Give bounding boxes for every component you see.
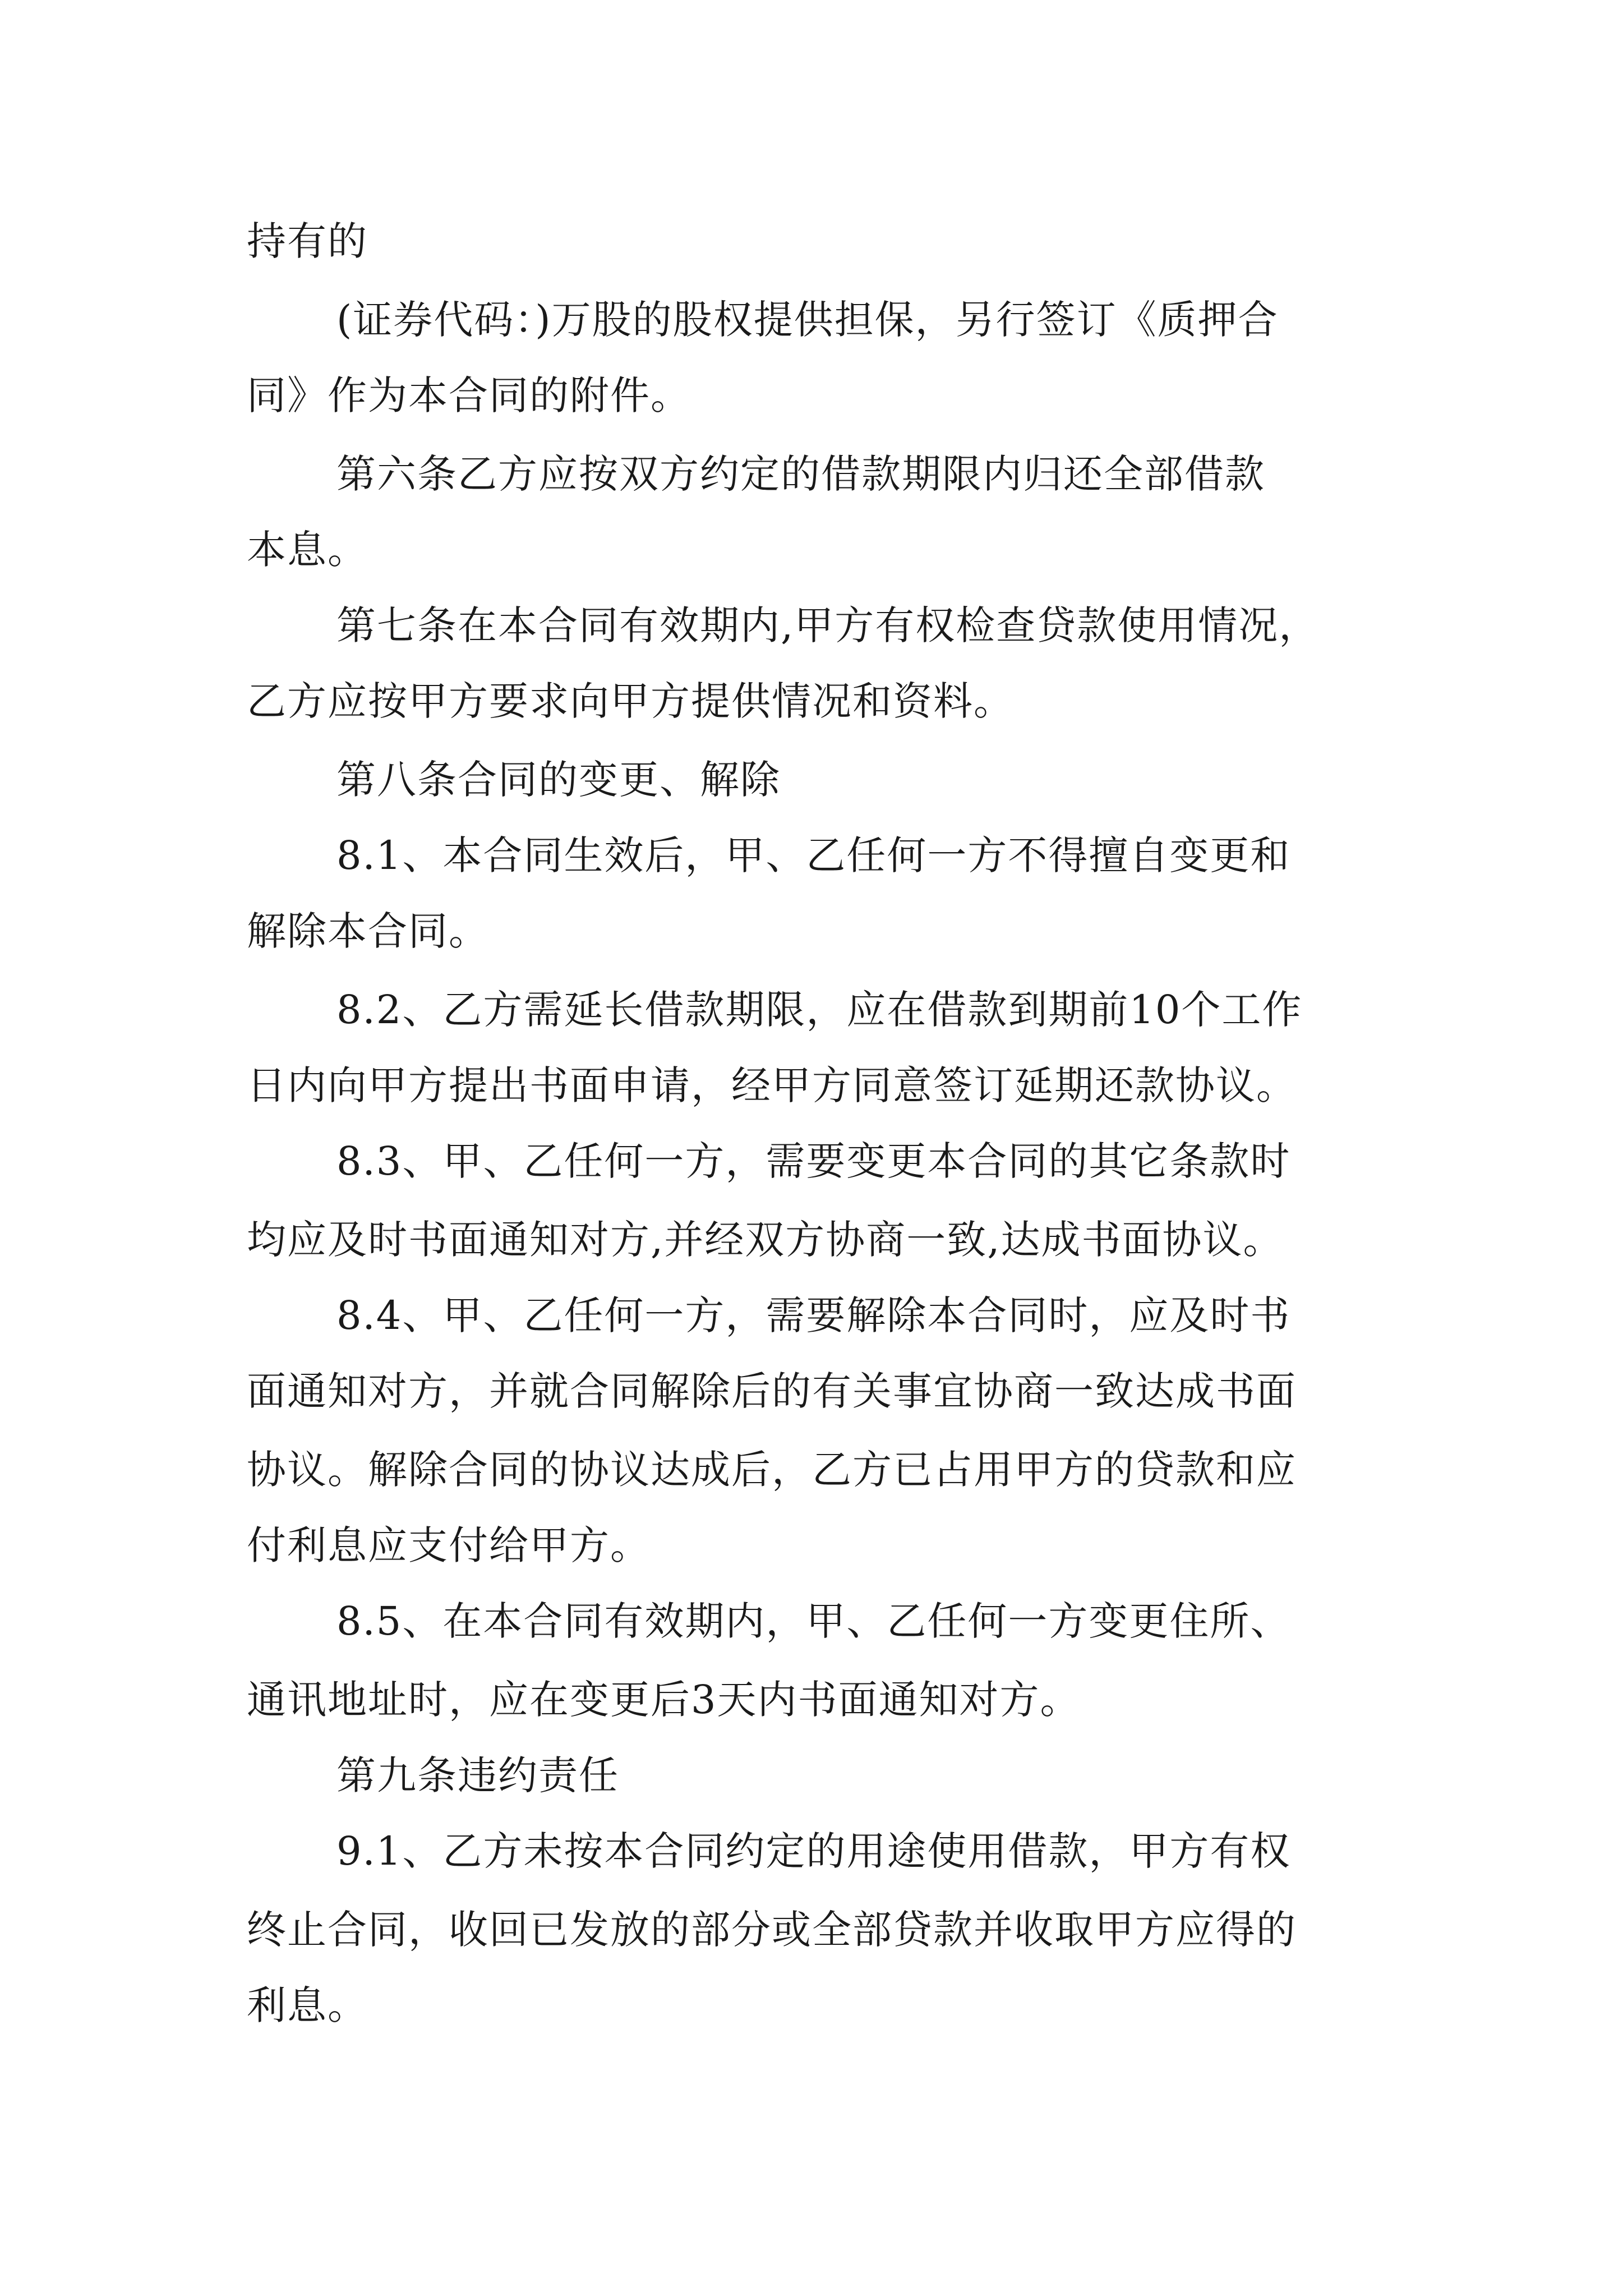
- text-line: 9.1、乙方未按本合同约定的用途使用借款，甲方有权: [336, 1828, 1291, 1874]
- text-line: 面通知对方，并就合同解除后的有关事宜协商一致达成书面: [247, 1368, 1297, 1414]
- text-line: 第七条在本合同有效期内,甲方有权检查贷款使用情况，: [336, 602, 1320, 648]
- text-line: 第八条合同的变更、解除: [336, 757, 781, 803]
- text-line: 均应及时书面通知对方,并经双方协商一致,达成书面协议。: [247, 1217, 1284, 1263]
- text-line: 乙方应按甲方要求向甲方提供情况和资料。: [247, 678, 1014, 724]
- text-line: 第六条乙方应按双方约定的借款期限内归还全部借款: [336, 451, 1265, 497]
- text-line: 本息。: [247, 527, 368, 573]
- text-line: 第九条违约责任: [336, 1752, 619, 1798]
- text-line: 8.1、本合同生效后，甲、乙任何一方不得擅自变更和: [336, 832, 1291, 878]
- text-line: 日内向甲方提出书面申请，经甲方同意签订延期还款协议。: [247, 1062, 1297, 1108]
- text-line: 协议。解除合同的协议达成后，乙方已占用甲方的贷款和应: [247, 1447, 1297, 1493]
- text-line: 付利息应支付给甲方。: [247, 1522, 651, 1568]
- text-line: 同》作为本合同的附件。: [247, 372, 691, 418]
- text-line: 终止合同，收回已发放的部分或全部贷款并收取甲方应得的: [247, 1907, 1297, 1953]
- text-line: 8.5、在本合同有效期内，甲、乙任何一方变更住所、: [336, 1598, 1291, 1644]
- text-line: 持有的: [247, 218, 368, 264]
- text-line: 利息。: [247, 1982, 368, 2028]
- text-line: (证券代码：)万股的股权提供担保，另行签订《质押合: [336, 297, 1279, 343]
- text-line: 8.4、甲、乙任何一方，需要解除本合同时，应及时书: [336, 1292, 1291, 1338]
- text-line: 通讯地址时，应在变更后3天内书面通知对方。: [247, 1677, 1081, 1723]
- text-line: 解除本合同。: [247, 908, 489, 954]
- text-line: 8.2、乙方需延长借款期限，应在借款到期前10个工作: [336, 987, 1303, 1033]
- text-line: 8.3、甲、乙任何一方，需要变更本合同的其它条款时: [336, 1138, 1291, 1184]
